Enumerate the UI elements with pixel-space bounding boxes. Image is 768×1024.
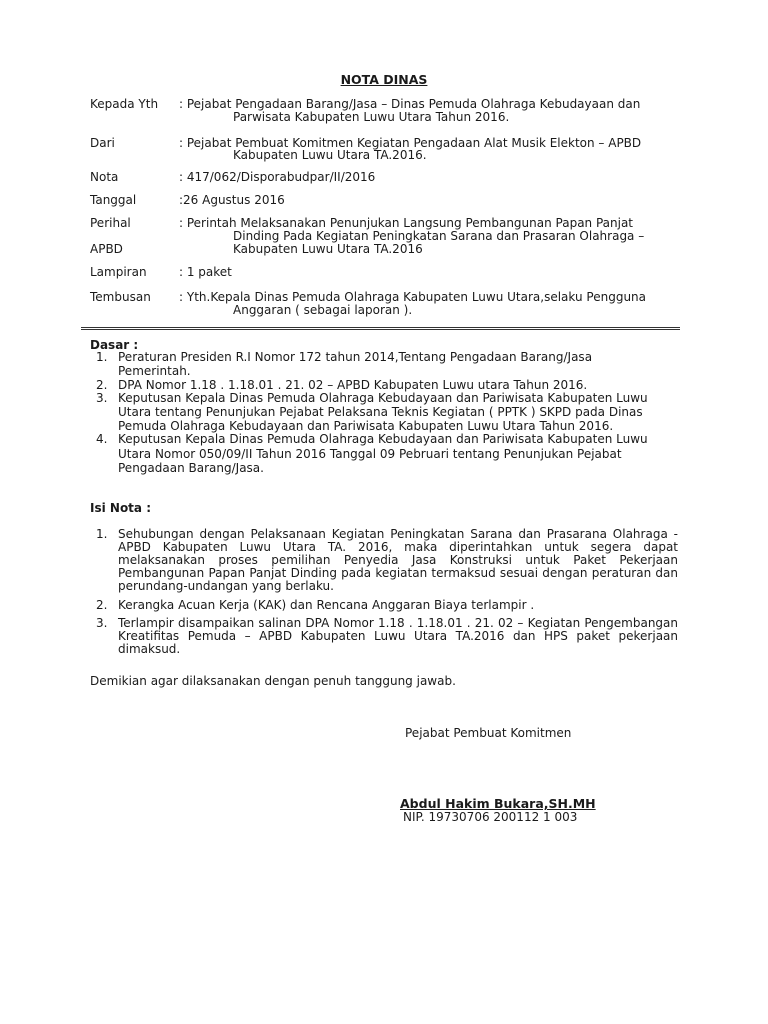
header-divider <box>81 327 680 330</box>
nota-value: : 417/062/Disporabudpar/II/2016 <box>179 170 376 184</box>
perihal-line-3: Kabupaten Luwu Utara TA.2016 <box>233 242 423 256</box>
dari-line-2: Kabupaten Luwu Utara TA.2016. <box>233 148 427 162</box>
dasar-item-4-line-2: Utara Nomor 050/09/II Tahun 2016 Tanggal 09 Pebruari tentang Penunjukan Pejabat <box>118 447 622 461</box>
dasar-item-2-number: 2. <box>96 378 108 392</box>
dasar-item-4-number: 4. <box>96 432 108 446</box>
isi-item-3-text: Terlampir disampaikan salinan DPA Nomor 1.18 . 1.18.01 . 21. 02 – Kegiatan Pengembangan Kreatifitas Pemuda – APBD Kabupaten Luwu Utara TA.2016 dan HPS paket pekerjaan dimaksud. <box>118 616 678 656</box>
lampiran-value: : 1 paket <box>179 265 232 279</box>
isi-nota-heading: Isi Nota : <box>90 501 151 515</box>
lampiran-label: Lampiran <box>90 265 147 279</box>
dasar-item-1-line-1: Peraturan Presiden R.I Nomor 172 tahun 2014,Tentang Pengadaan Barang/Jasa <box>118 350 593 364</box>
isi-item-2-number: 2. <box>96 598 108 612</box>
dasar-item-3-line-1: Keputusan Kepala Dinas Pemuda Olahraga Kebudayaan dan Pariwisata Kabupaten Luwu <box>118 391 648 405</box>
dasar-item-4-line-1: Keputusan Kepala Dinas Pemuda Olahraga Kebudayaan dan Pariwisata Kabupaten Luwu <box>118 432 648 446</box>
document-title: NOTA DINAS <box>340 72 428 87</box>
perihal-line-2: Dinding Pada Kegiatan Peningkatan Sarana dan Prasaran Olahraga – <box>233 229 645 243</box>
perihal-label-apbd: APBD <box>90 242 123 256</box>
dasar-item-4-line-3: Pengadaan Barang/Jasa. <box>118 461 264 475</box>
dari-label: Dari <box>90 136 115 150</box>
dasar-item-3-line-2: Utara tentang Penunjukan Pejabat Pelaksana Teknis Kegiatan ( PPTK ) SKPD pada Dinas <box>118 405 643 419</box>
tembusan-line-2: Anggaran ( sebagai laporan ). <box>233 303 413 317</box>
tanggal-label: Tanggal <box>90 193 137 207</box>
isi-item-2-text: Kerangka Acuan Kerja (KAK) dan Rencana Anggaran Biaya terlampir . <box>118 598 535 612</box>
kepada-line-1: : Pejabat Pengadaan Barang/Jasa – Dinas Pemuda Olahraga Kebudayaan dan <box>179 97 641 111</box>
perihal-label: Perihal <box>90 216 131 230</box>
dasar-heading: Dasar : <box>90 338 139 352</box>
signatory-nip: NIP. 19730706 200112 1 003 <box>403 810 578 824</box>
dasar-item-3-number: 3. <box>96 391 108 405</box>
kepada-line-2: Parwisata Kabupaten Luwu Utara Tahun 2016. <box>233 110 510 124</box>
isi-item-1-number: 1. <box>96 527 108 541</box>
perihal-line-1: : Perintah Melaksanakan Penunjukan Langsung Pembangunan Papan Panjat <box>179 216 634 230</box>
dasar-item-1-number: 1. <box>96 350 108 364</box>
dasar-item-2-line-1: DPA Nomor 1.18 . 1.18.01 . 21. 02 – APBD Kabupaten Luwu utara Tahun 2016. <box>118 378 588 392</box>
signatory-role: Pejabat Pembuat Komitmen <box>405 726 572 740</box>
nota-label: Nota <box>90 170 119 184</box>
dari-line-1: : Pejabat Pembuat Komitmen Kegiatan Pengadaan Alat Musik Elekton – APBD <box>179 136 642 150</box>
tanggal-value: :26 Agustus 2016 <box>179 193 285 207</box>
isi-item-3-number: 3. <box>96 616 108 630</box>
kepada-label: Kepada Yth <box>90 97 159 111</box>
tembusan-line-1: : Yth.Kepala Dinas Pemuda Olahraga Kabupaten Luwu Utara,selaku Pengguna <box>179 290 647 304</box>
closing-statement: Demikian agar dilaksanakan dengan penuh tanggung jawab. <box>90 674 456 688</box>
dasar-item-3-line-3: Pemuda Olahraga Kebudayaan dan Pariwisata Kabupaten Luwu Utara Tahun 2016. <box>118 419 614 433</box>
dasar-item-1-line-2: Pemerintah. <box>118 364 191 378</box>
signatory-name: Abdul Hakim Bukara,SH.MH <box>400 796 596 811</box>
tembusan-label: Tembusan <box>90 290 151 304</box>
isi-item-1-text: Sehubungan dengan Pelaksanaan Kegiatan Peningkatan Sarana dan Prasarana Olahraga - APBD Kabupaten Luwu Utara TA. 2016, maka diperintahkan untuk segera dapat melaksanakan proses pemilihan Penyedia Jasa Konstruksi untuk Paket Pekerjaan Pembangunan Papan Panjat Dinding pada kegiatan termaksud sesuai dengan peraturan dan perundang-undangan yang berlaku. <box>118 527 678 593</box>
